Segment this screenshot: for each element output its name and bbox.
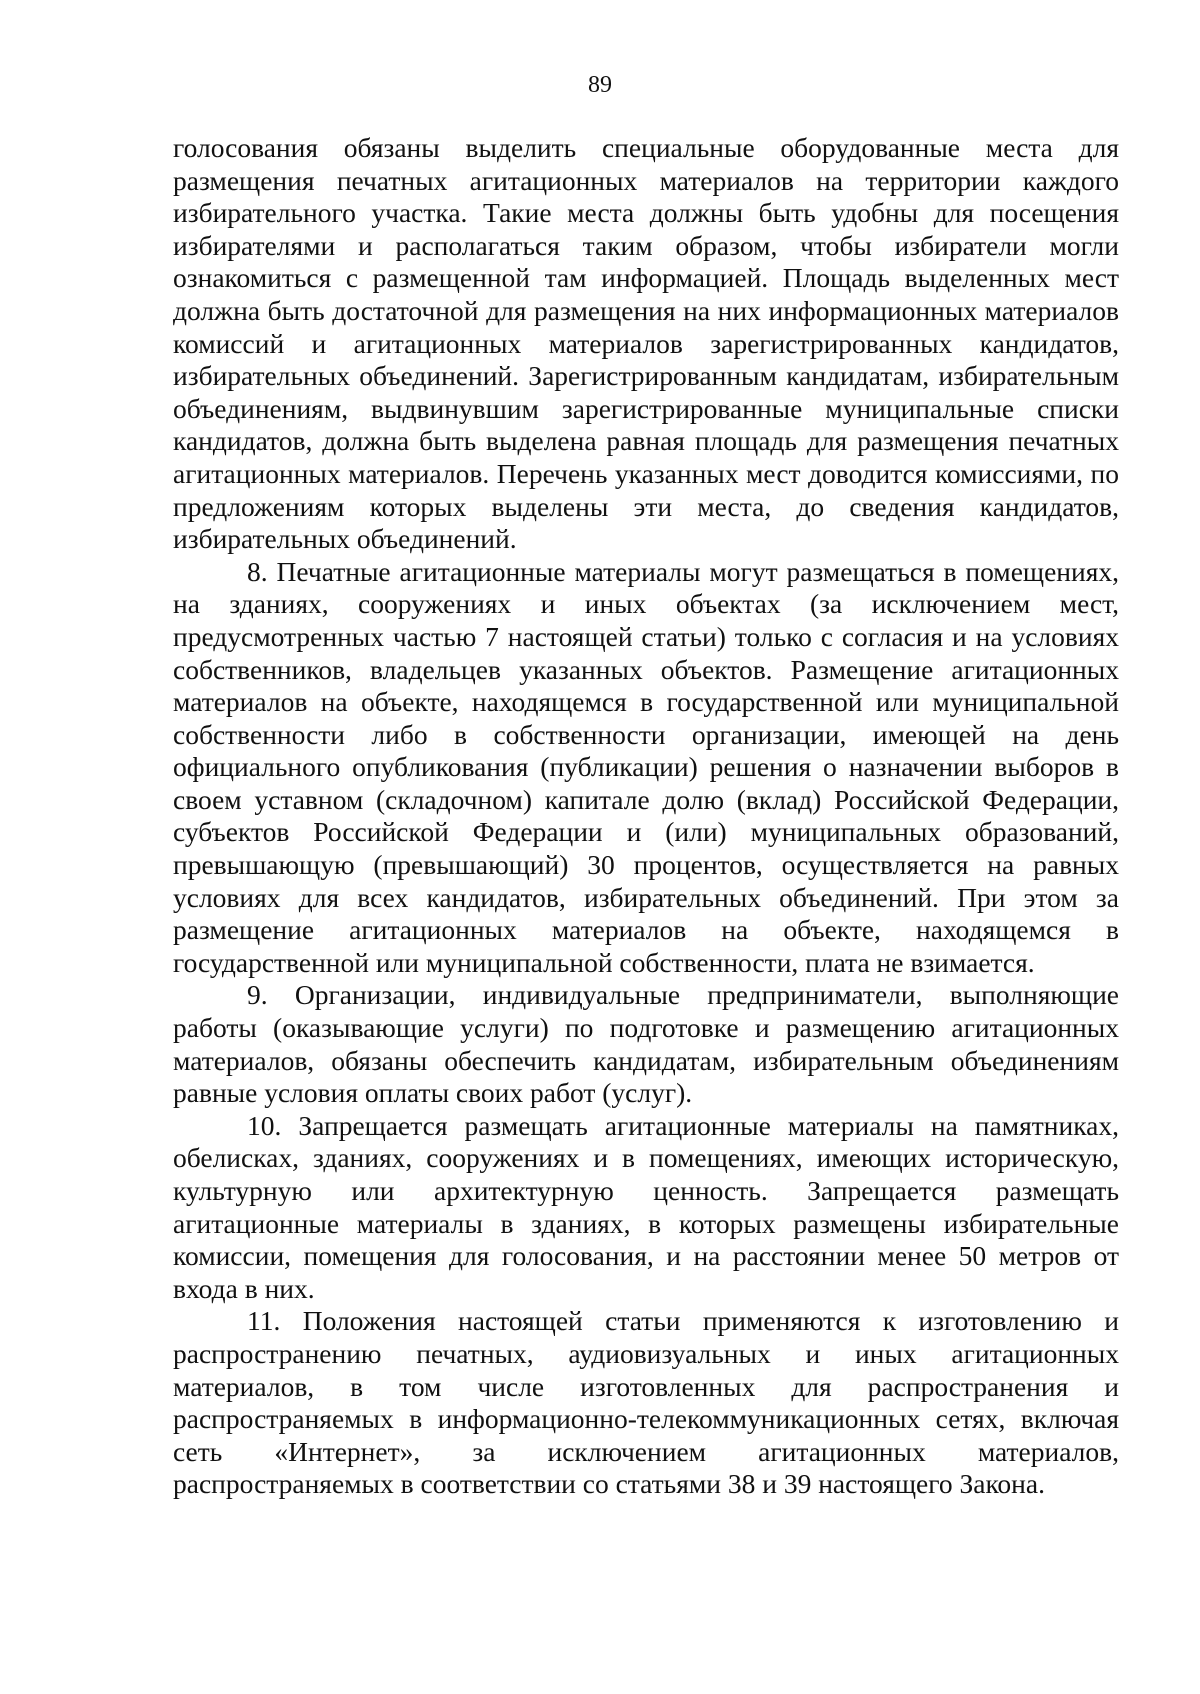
paragraph-9: 9. Организации, индивидуальные предприниматели, выполняющие работы (оказывающие услуги) по подготовке и размещению агитационных материалов, обязаны обеспечить кандидатам, избирательным объединениям равные условия оплаты своих работ (услуг). <box>173 979 1119 1109</box>
page-number: 89 <box>588 72 612 98</box>
paragraph-10: 10. Запрещается размещать агитационные материалы на памятниках, обелисках, зданиях, сооружениях и в помещениях, имеющих историческую, культурную или архитектурную ценность. Запрещается размещать агитационные материалы в зданиях, в которых размещены избирательные комиссии, помещения для голосования, и на расстоянии менее 50 метров от входа в них. <box>173 1109 1119 1304</box>
paragraph-continuation: голосования обязаны выделить специальные оборудованные места для размещения печатных агитационных материалов на территории каждого избирательного участка. Такие места должны быть удобны для посещения избирателями и располагаться таким образом, чтобы избиратели могли ознакомиться с размещенной там информацией. Площадь выделенных мест должна быть достаточной для размещения на них информационных материалов комиссий и агитационных материалов зарегистрированных кандидатов, избирательных объединений. Зарегистрированным кандидатам, избирательным объединениям, выдвинувшим зарегистрированные муниципальные списки кандидатов, должна быть выделена равная площадь для размещения печатных агитационных материалов. Перечень указанных мест доводится комиссиями, по предложениям которых выделены эти места, до сведения кандидатов, избирательных объединений. <box>173 132 1119 555</box>
document-body <box>173 132 1119 1501</box>
paragraph-11: 11. Положения настоящей статьи применяются к изготовлению и распространению печатных, аудиовизуальных и иных агитационных материалов, в том числе изготовленных для распространения и распространяемых в информационно-телекоммуникационных сетях, включая сеть «Интернет», за исключением агитационных материалов, распространяемых в соответствии со статьями 38 и 39 настоящего Закона. <box>173 1305 1119 1500</box>
paragraph-8: 8. Печатные агитационные материалы могут размещаться в помещениях, на зданиях, сооружениях и иных объектах (за исключением мест, предусмотренных частью 7 настоящей статьи) только с согласия и на условиях собственников, владельцев указанных объектов. Размещение агитационных материалов на объекте, находящемся в государственной или муниципальной собственности либо в собственности организации, имеющей на день официального опубликования (публикации) решения о назначении выборов в своем уставном (складочном) капитале долю (вклад) Российской Федерации, субъектов Российской Федерации и (или) муниципальных образований, превышающую (превышающий) 30 процентов, осуществляется на равных условиях для всех кандидатов, избирательных объединений. При этом за размещение агитационных материалов на объекте, находящемся в государственной или муниципальной собственности, плата не взимается. <box>173 555 1119 978</box>
